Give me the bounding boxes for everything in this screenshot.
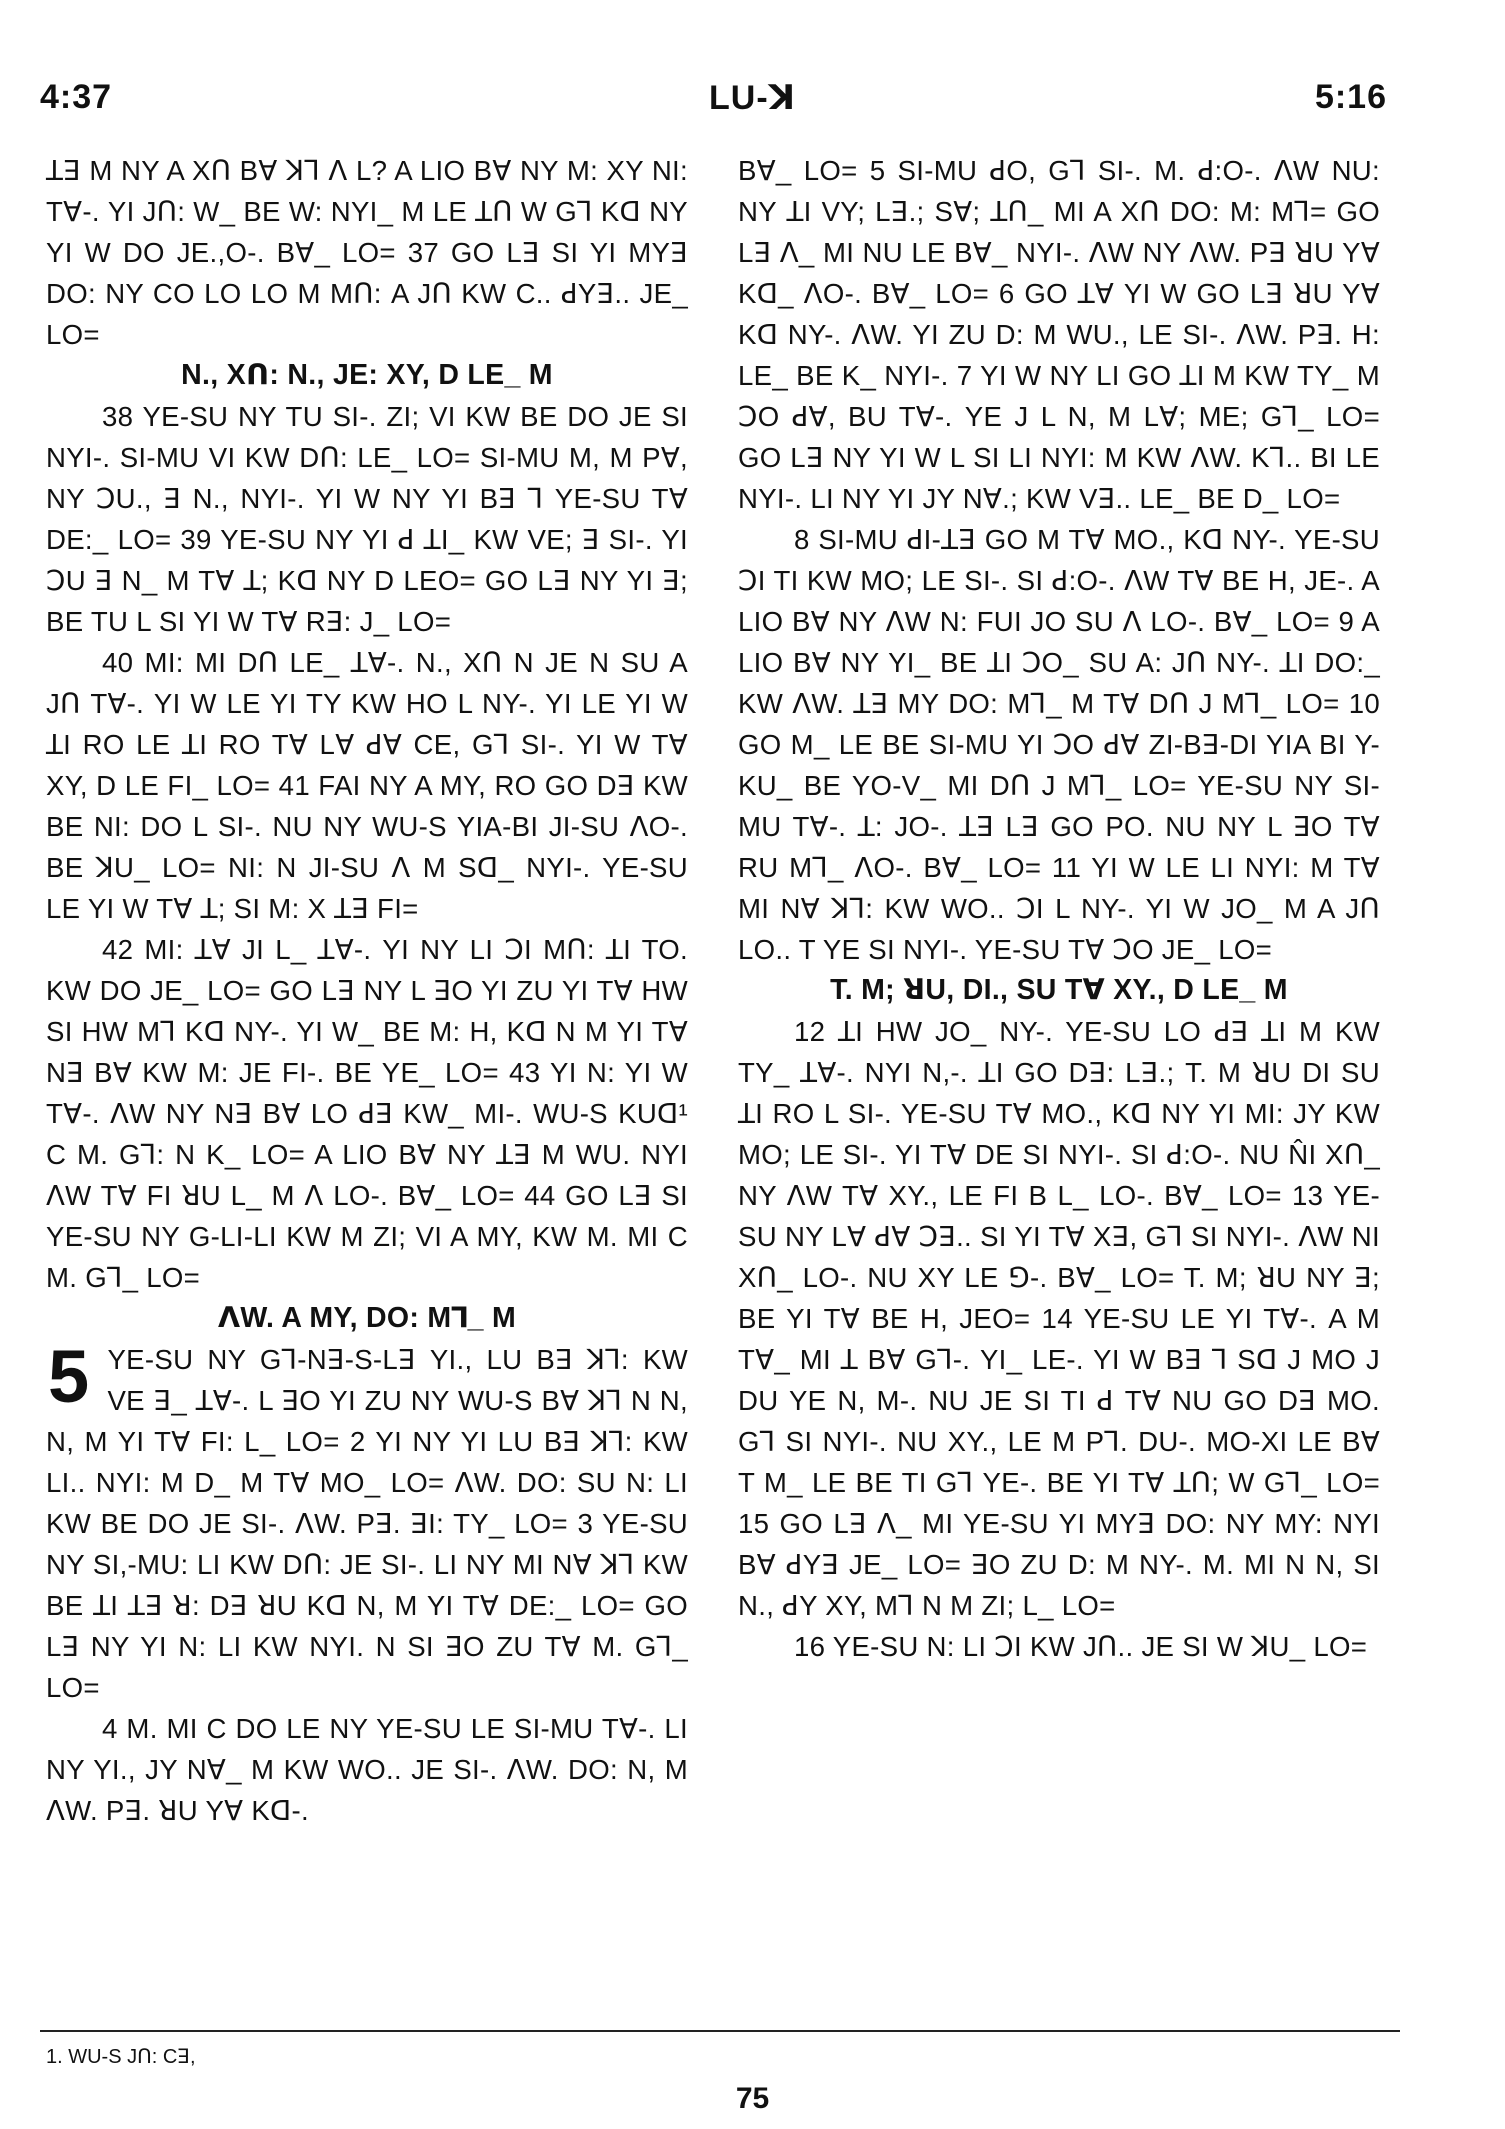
section-heading: T. M; ꓤU, DI., SU Tꓯ XY., D LE_ M: [830, 974, 1288, 1006]
paragraph: 12 ꓕI HW JO_ NY-. YE-SU LO ꓒꓱ ꓕI M KW TY_ ꓕꓯ-. NYI N,-. ꓕI GO Dꓱ: Lꓱ.; T. M ꓤU DI SU ꓕI RO L SI-. YE-SU Tꓯ MO., Kꓷ NY YI MI: JY KW MO; LE SI-. YI Tꓯ DE SI NYI-. SI ꓒ:O-. NU N̂I Xꓵ_ NY ꓥW Tꓯ XY., LE FI B L_ LO-. Bꓯ_ LO= 13 YE-SU NY Lꓯ ꓒꓯ ꓛꓱ.. SI YI Tꓯ Xꓱ, Gꓶ SI NYI-. ꓥW NI Xꓵ_ LO-. NU XY LE ꓨ-. Bꓯ_ LO= T. M; ꓤU NY ꓱ; BE YI Tꓯ BE H, JEO= 14 YE-SU LE YI Tꓯ-. A M Tꓯ_ MI ꓕ Bꓯ Gꓶ-. YI_ LE-. YI W Bꓱ ꓶ Sꓷ J MO J DU YE N, M-. NU JE SI TI ꓒ Tꓯ NU GO Dꓱ MO. Gꓶ SI NYI-. NU XY., LE M Pꓶ. DU-. MO-XI LE Bꓯ T M_ LE BE TI Gꓶ YE-. BE YI Tꓯ ꓕꓵ; W Gꓶ_ LO= 15 GO Lꓱ ꓥ_ MI YE-SU YI MYꓱ DO: NY MY: NYI Bꓯ ꓒYꓱ JE_ LO= ꓱO ZU D: M NY-. M. MI N N, SI N., ꓒY XY, Mꓶ N M ZI; L_ LO=: [738, 1016, 1380, 1621]
chapter-paragraph: [46, 1335, 688, 1708]
paragraph: 38 YE-SU NY TU SI-. ZI; VI KW BE DO JE SI NYI-. SI-MU VI KW Dꓵ: LE_ LO= SI-MU M, M Pꓯ, NY ꓛU., ꓱ N., NYI-. YI W NY YI Bꓱ ꓶ YE-SU Tꓯ DE:_ LO= 39 YE-SU NY YI ꓒ ꓕI_ KW VE; ꓱ SI-. YI ꓛU ꓱ N_ M Tꓯ ꓕ; Kꓷ NY D LEO= GO Lꓱ NY YI ꓱ; BE TU L SI YI W Tꓯ Rꓱ: J_ LO=: [46, 401, 688, 637]
chapter-verse-end: 5:16: [1314, 78, 1387, 116]
chapter-verse-start: 4:37: [40, 78, 113, 116]
book-title: LU-ꓘ: [709, 79, 796, 117]
paragraph: 8 SI-MU ꓒI-ꓕꓱ GO M Tꓯ MO., Kꓷ NY-. YE-SU ꓛI TI KW MO; LE SI-. SI ꓒ:O-. ꓥW Tꓯ BE H, JE-. A LIO Bꓯ NY ꓥW N: FUI JO SU ꓥ LO-. Bꓯ_ LO= 9 A LIO Bꓯ NY YI_ BE ꓕI ꓛO_ SU A: Jꓵ NY-. ꓕI DO:_ KW ꓥW. ꓕꓱ MY DO: Mꓶ_ M Tꓯ Dꓵ J Mꓶ_ LO= 10 GO M_ LE BE SI-MU YI ꓛO ꓒꓯ ZI-Bꓱ-DI YIA BI Y-KU_ BE YO-V_ MI Dꓵ J Mꓶ_ LO= YE-SU NY SI-MU Tꓯ-. ꓕ: JO-. ꓕꓱ Lꓱ GO PO. NU NY L ꓱO Tꓯ RU Mꓶ_ ꓥO-. Bꓯ_ LO= 11 YI W LE LI NYI: M Tꓯ MI Nꓯ ꓘꓶ: KW WO.. ꓛI L NY-. YI W JO_ M A Jꓵ LO.. T YE SI NYI-. YE-SU Tꓯ ꓛO JE_ LO=: [738, 524, 1380, 965]
page-number: 75: [735, 2082, 770, 2115]
footnote: 1. WU-S Jꓵ: Cꓱ,: [46, 2046, 196, 2068]
paragraph: ꓕꓱ M NY A Xꓵ Bꓯ ꓘꓶ ꓥ L? A LIO Bꓯ NY M: XY NI: Tꓯ-. YI Jꓵ: W_ BE W: NYI_ M LE ꓕꓵ W Gꓶ Kꓷ NY YI W DO JE.,O-. Bꓯ_ LO= 37 GO Lꓱ SI YI MYꓱ DO: NY CO LO LO M Mꓵ: A Jꓵ KW C.. ꓒYꓱ.. JE_ LO=: [46, 155, 688, 350]
chapter-number: 5: [48, 1335, 90, 1418]
section-heading: N., Xꓵ: N., JE: XY, D LE_ M: [181, 359, 553, 391]
paragraph-text: YE-SU NY Gꓶ-Nꓱ-S-Lꓱ YI., LU Bꓱ ꓘꓶ: KW VE ꓱ_ ꓕꓯ-. L ꓱO YI ZU NY WU-S Bꓯ ꓘꓶ N N, N, M YI Tꓯ FI: L_ LO= 2 YI NY YI LU Bꓱ ꓘꓶ: KW LI.. NYI: M D_ M Tꓯ MO_ LO= ꓥW. DO: SU N: LI KW BE DO JE SI-. ꓥW. Pꓱ. ꓱI: TY_ LO= 3 YE-SU NY SI,-MU: LI KW Dꓵ: JE SI-. LI NY MI Nꓯ ꓘꓶ KW BE ꓕI ꓕꓱ ꓤ: Dꓱ ꓤU Kꓷ N, M YI Tꓯ DE:_ LO= GO Lꓱ NY YI N: LI KW NYI. N SI ꓱO ZU Tꓯ M. Gꓶ_ LO=: [46, 1344, 688, 1703]
paragraph: 40 MI: MI Dꓵ LE_ ꓕꓯ-. N., Xꓵ N JE N SU A Jꓵ Tꓯ-. YI W LE YI TY KW HO L NY-. YI LE YI W ꓕI RO LE ꓕI RO Tꓯ Lꓯ ꓒꓯ CE, Gꓶ SI-. YI W Tꓯ XY, D LE FI_ LO= 41 FAI NY A MY, RO GO Dꓱ KW BE NI: DO L SI-. NU NY WU-S YIA-BI JI-SU ꓥO-. BE ꓘU_ LO= NI: N JI-SU ꓥ M Sꓷ_ NYI-. YE-SU LE YI W Tꓯ ꓕ; SI M: X ꓕꓱ FI=: [46, 647, 688, 924]
right-column: [738, 150, 1380, 1667]
paragraph: 4 M. MI C DO LE NY YE-SU LE SI-MU Tꓯ-. LI NY YI., JY Nꓯ_ M KW WO.. JE SI-. ꓥW. DO: N, M ꓥW. Pꓱ. ꓤU Yꓯ Kꓷ-.: [46, 1713, 688, 1826]
paragraph: Bꓯ_ LO= 5 SI-MU ꓒO, Gꓶ SI-. M. ꓒ:O-. ꓥW NU: NY ꓕI VY; Lꓱ.; Sꓯ; ꓕꓵ_ MI A Xꓵ DO: M: Mꓶ= GO Lꓱ ꓥ_ MI NU LE Bꓯ_ NYI-. ꓥW NY ꓥW. Pꓱ ꓤU Yꓯ Kꓷ_ ꓥO-. Bꓯ_ LO= 6 GO ꓕꓯ YI W GO Lꓱ ꓤU Yꓯ Kꓷ NY-. ꓥW. YI ZU D: M WU., LE SI-. ꓥW. Pꓱ. H: LE_ BE K_ NYI-. 7 YI W NY LI GO ꓕI M KW TY_ M ꓛO ꓒꓯ, BU Tꓯ-. YE J L N, M Lꓯ; ME; Gꓶ_ LO= GO Lꓱ NY YI W L SI LI NYI: M KW ꓥW. Kꓶ.. BI LE NYI-. LI NY YI JY Nꓯ.; KW Vꓱ.. LE_ BE D_ LO=: [738, 155, 1380, 514]
paragraph: 42 MI: ꓕꓯ JI L_ ꓕꓯ-. YI NY LI ꓛI Mꓵ: ꓕI TO. KW DO JE_ LO= GO Lꓱ NY L ꓱO YI ZU YI Tꓯ HW SI HW Mꓶ Kꓷ NY-. YI W_ BE M: H, Kꓷ N M YI Tꓯ Nꓱ Bꓯ KW M: JE FI-. BE YE_ LO= 43 YI N: YI W Tꓯ-. ꓥW NY Nꓱ Bꓯ LO ꓒꓱ KW_ MI-. WU-S KUꓷ¹ C M. Gꓶ: N K_ LO= A LIO Bꓯ NY ꓕꓱ M WU. NYI ꓥW Tꓯ FI ꓤU L_ M ꓥ LO-. Bꓯ_ LO= 44 GO Lꓱ SI YE-SU NY G-LI-LI KW M ZI; VI A MY, KW M. MI C M. Gꓶ_ LO=: [46, 934, 688, 1293]
section-heading: ꓥW. A MY, DO: Mꓶ_ M: [217, 1302, 517, 1334]
footnote-divider: [40, 2030, 1400, 2032]
left-column: [46, 150, 688, 1831]
paragraph: 16 YE-SU N: LI ꓛI KW Jꓵ.. JE SI W ꓘU_ LO=: [794, 1631, 1368, 1662]
